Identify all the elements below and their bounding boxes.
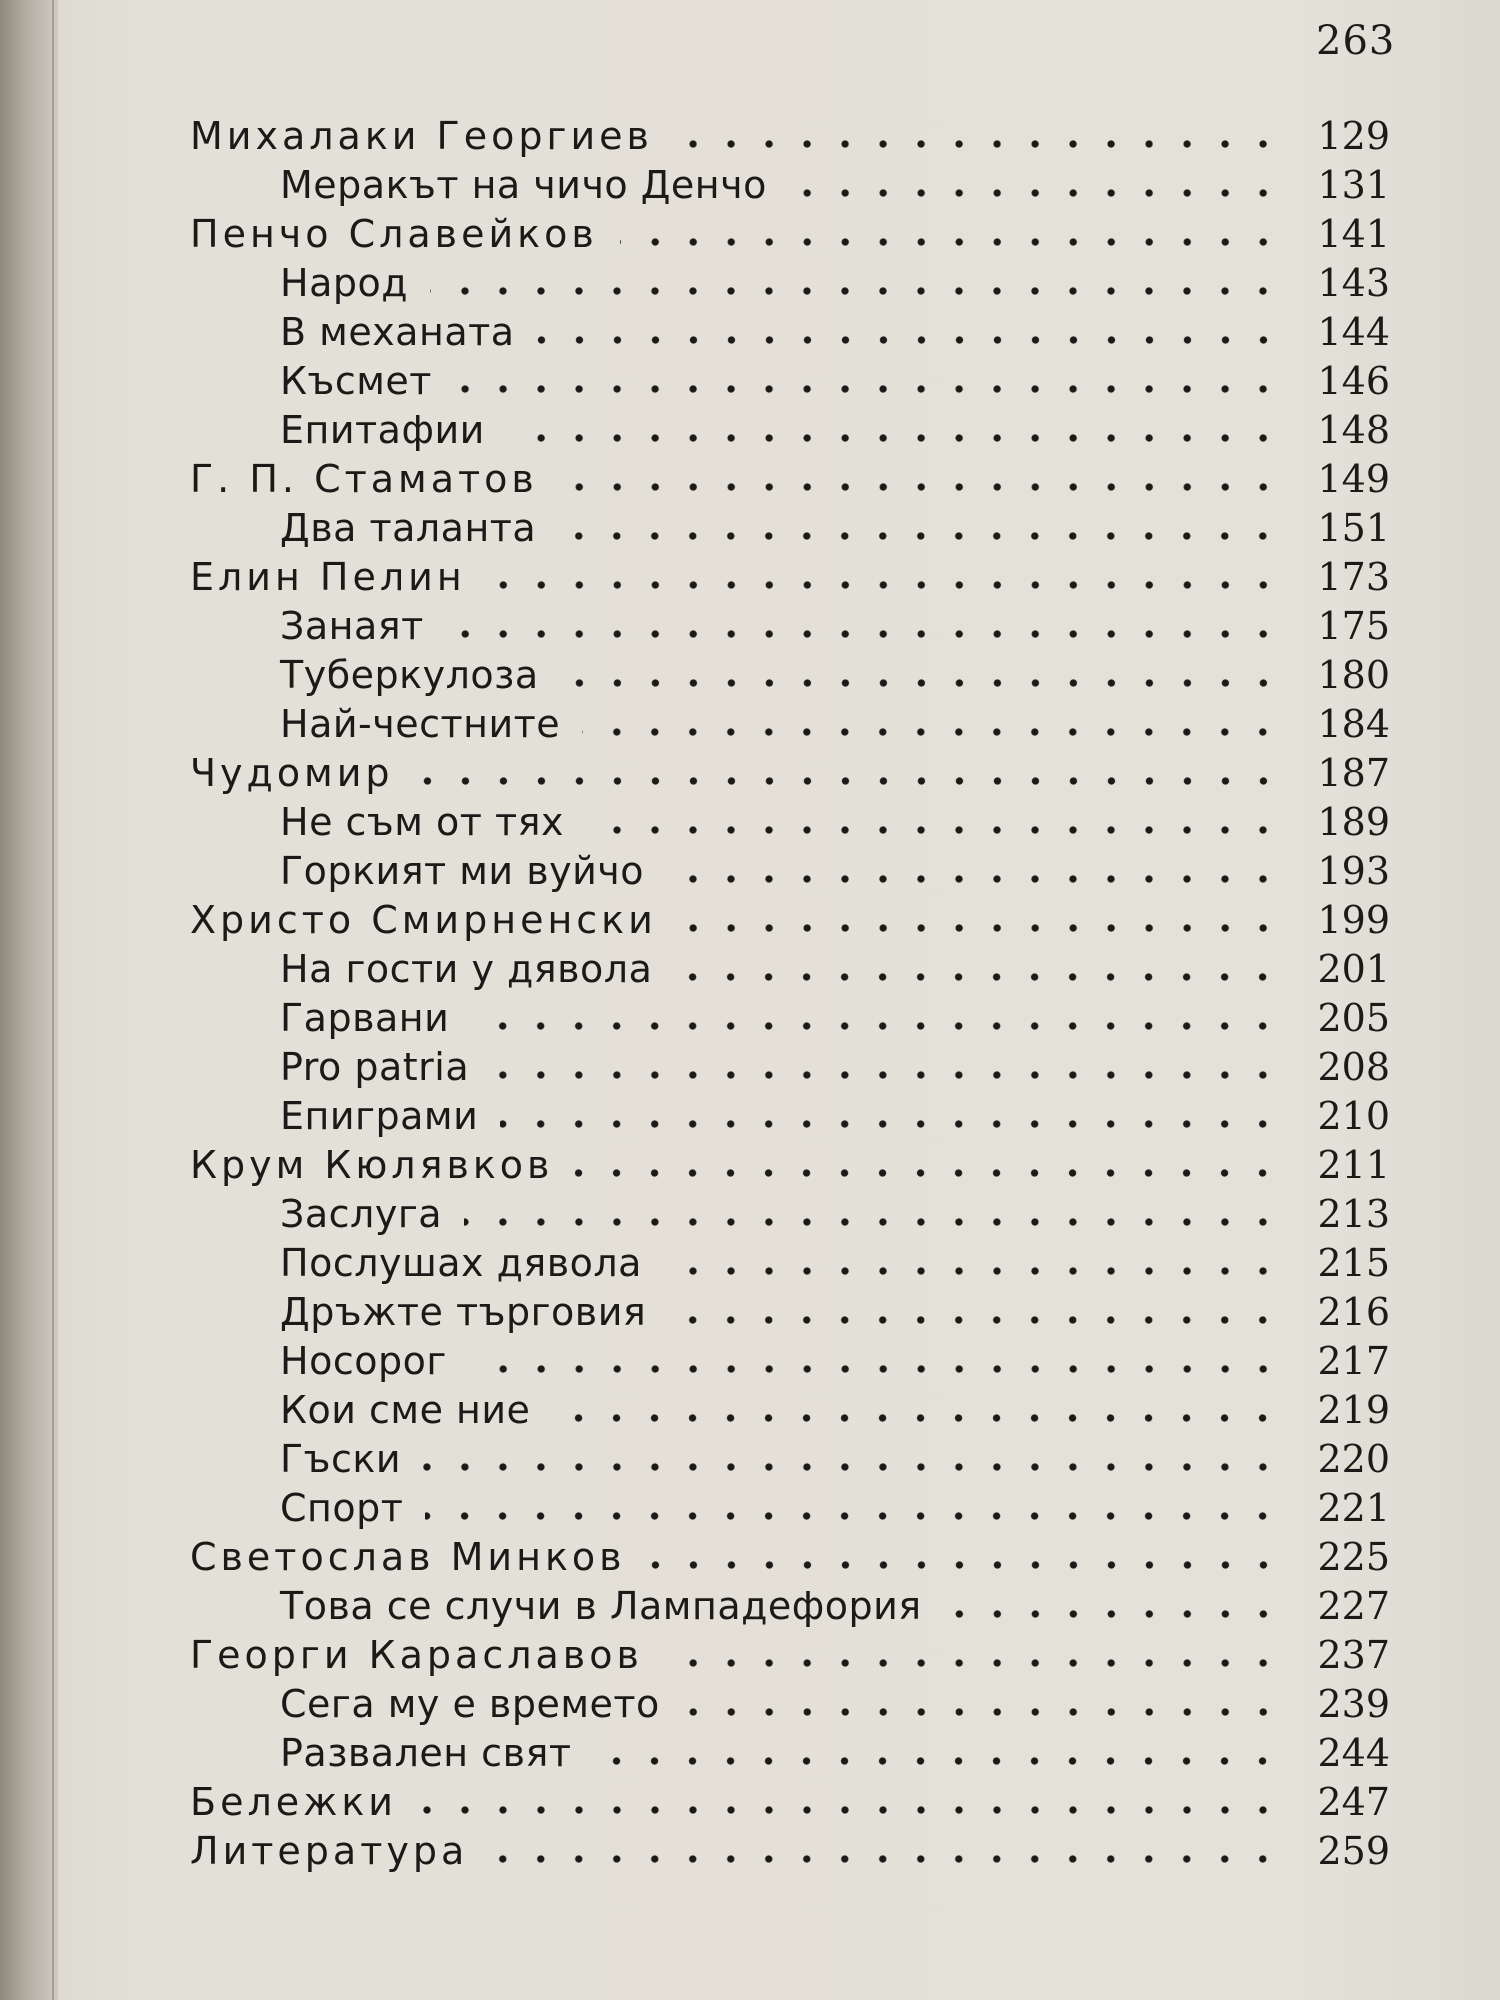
- toc-entry-page: 221: [1317, 1486, 1390, 1530]
- toc-entry-title: Развален свят: [280, 1731, 572, 1775]
- dot-leader: [593, 1755, 1282, 1767]
- dot-leader: [491, 1069, 1282, 1081]
- toc-entry-page: 216: [1317, 1290, 1390, 1334]
- toc-entry-title: Михалаки Георгиев: [190, 114, 653, 158]
- toc-entry-title: Сега му е времето: [280, 1682, 660, 1726]
- toc-entry-page: 217: [1317, 1339, 1390, 1383]
- dot-leader: [471, 1020, 1282, 1032]
- toc-entry-title: Бележки: [190, 1780, 397, 1824]
- toc-entry-page: 259: [1317, 1829, 1390, 1873]
- toc-entry-page: 227: [1317, 1584, 1390, 1628]
- dot-leader: [561, 677, 1282, 689]
- toc-entry-page: 211: [1317, 1143, 1390, 1187]
- toc-entry-page: 180: [1317, 653, 1390, 697]
- toc-work-entry: [190, 700, 1390, 749]
- toc-entry-title: Пенчо Славейков: [190, 212, 598, 256]
- toc-entry-title: Занаят: [280, 604, 424, 648]
- toc-entry-title: Не съм от тях: [280, 800, 564, 844]
- dot-leader: [423, 1461, 1282, 1473]
- toc-entry-title: Два таланта: [280, 506, 537, 550]
- toc-entry-title: Това се случи в Лампадефория: [280, 1584, 922, 1628]
- toc-entry-page: 210: [1317, 1094, 1390, 1138]
- toc-entry-page: 205: [1317, 996, 1390, 1040]
- toc-author-entry: [190, 210, 1390, 259]
- dot-leader: [469, 1363, 1282, 1375]
- toc-entry-title: Гарвани: [280, 996, 450, 1040]
- binding-edge: [0, 0, 58, 2000]
- toc-entry-page: 148: [1317, 408, 1390, 452]
- dot-leader: [582, 726, 1282, 738]
- toc-entry-page: 143: [1317, 261, 1390, 305]
- toc-entry-page: 219: [1317, 1388, 1390, 1432]
- toc-entry-title: Дръжте търговия: [280, 1290, 647, 1334]
- toc-entry-title: Спорт: [280, 1486, 404, 1530]
- toc-entry-title: Христо Смирненски: [190, 898, 657, 942]
- toc-entry-page: 144: [1317, 310, 1390, 354]
- toc-entry-page: 193: [1317, 849, 1390, 893]
- toc-work-entry: [190, 504, 1390, 553]
- toc-entry-title: Късмет: [280, 359, 432, 403]
- dot-leader: [674, 971, 1282, 983]
- dot-leader: [454, 383, 1282, 395]
- toc-author-entry: [190, 455, 1390, 504]
- toc-entry-page: 201: [1317, 947, 1390, 991]
- toc-entry-page: 208: [1317, 1045, 1390, 1089]
- toc-entry-title: Епитафии: [280, 408, 485, 452]
- toc-work-entry: [190, 798, 1390, 847]
- toc-entry-title: Светослав Минков: [190, 1535, 626, 1579]
- toc-author-entry: [190, 1631, 1390, 1680]
- dot-leader: [575, 1167, 1282, 1179]
- toc-entry-title: Г. П. Стаматов: [190, 457, 538, 501]
- toc-work-entry: [190, 357, 1390, 406]
- dot-leader: [500, 1118, 1282, 1130]
- toc-entry-page: 149: [1317, 457, 1390, 501]
- dot-leader: [648, 1559, 1282, 1571]
- toc-work-entry: [190, 945, 1390, 994]
- toc-author-entry: [190, 1533, 1390, 1582]
- toc-author-entry: [190, 1778, 1390, 1827]
- toc-entry-title: Послушах дявола: [280, 1241, 642, 1285]
- dot-leader: [446, 628, 1282, 640]
- toc-entry-title: Епиграми: [280, 1094, 479, 1138]
- toc-entry-title: Крум Кюлявков: [190, 1143, 554, 1187]
- toc-entry-page: 146: [1317, 359, 1390, 403]
- toc-entry-title: Pro patria: [280, 1045, 470, 1089]
- toc-entry-title: В механата: [280, 310, 515, 354]
- toc-entry-page: 129: [1317, 114, 1390, 158]
- toc-work-entry: [190, 1729, 1390, 1778]
- toc-entry-title: Елин Пелин: [190, 555, 466, 599]
- toc-entry-title: Гъски: [280, 1437, 402, 1481]
- toc-work-entry: [190, 1190, 1390, 1239]
- toc-entry-page: 199: [1317, 898, 1390, 942]
- toc-work-entry: [190, 1288, 1390, 1337]
- dot-leader: [430, 285, 1282, 297]
- toc-entry-page: 215: [1317, 1241, 1390, 1285]
- dot-leader: [425, 1510, 1282, 1522]
- toc-entry-page: 244: [1317, 1731, 1390, 1775]
- toc-work-entry: [190, 1582, 1390, 1631]
- dot-leader: [789, 187, 1282, 199]
- toc-entry-page: 189: [1317, 800, 1390, 844]
- binding-line: [52, 0, 54, 2000]
- dot-leader: [666, 873, 1282, 885]
- dot-leader: [416, 775, 1282, 787]
- toc-work-entry: [190, 1484, 1390, 1533]
- toc-work-entry: [190, 406, 1390, 455]
- toc-entry-title: Туберкулоза: [280, 653, 539, 697]
- toc-work-entry: [190, 1337, 1390, 1386]
- toc-entry-title: Народ: [280, 261, 409, 305]
- toc-entry-title: Литература: [190, 1829, 469, 1873]
- toc-work-entry: [190, 1092, 1390, 1141]
- toc-work-entry: [190, 602, 1390, 651]
- toc-author-entry: [190, 112, 1390, 161]
- dot-leader: [552, 1412, 1282, 1424]
- dot-leader: [944, 1608, 1282, 1620]
- dot-leader: [682, 1706, 1282, 1718]
- table-of-contents: [190, 112, 1390, 1876]
- toc-entry-title: Кои сме ние: [280, 1388, 531, 1432]
- toc-entry-title: Носорог: [280, 1339, 447, 1383]
- toc-entry-page: 175: [1317, 604, 1390, 648]
- toc-entry-title: Горкият ми вуйчо: [280, 849, 644, 893]
- dot-leader: [679, 922, 1282, 934]
- dot-leader: [537, 334, 1282, 346]
- toc-author-entry: [190, 1827, 1390, 1876]
- dot-leader: [668, 1314, 1282, 1326]
- toc-entry-title: На гости у дявола: [280, 947, 653, 991]
- toc-entry-page: 239: [1317, 1682, 1390, 1726]
- dot-leader: [464, 1216, 1282, 1228]
- toc-work-entry: [190, 994, 1390, 1043]
- toc-entry-page: 141: [1317, 212, 1390, 256]
- dot-leader: [664, 1265, 1282, 1277]
- toc-work-entry: [190, 651, 1390, 700]
- dot-leader: [620, 236, 1282, 248]
- toc-entry-page: 184: [1317, 702, 1390, 746]
- dot-leader: [490, 1853, 1282, 1865]
- toc-entry-page: 213: [1317, 1192, 1390, 1236]
- toc-entry-title: Чудомир: [190, 751, 394, 795]
- toc-entry-page: 220: [1317, 1437, 1390, 1481]
- toc-entry-page: 225: [1317, 1535, 1390, 1579]
- toc-entry-title: Най-честните: [280, 702, 561, 746]
- toc-author-entry: [190, 553, 1390, 602]
- dot-leader: [675, 138, 1282, 150]
- toc-entry-page: 131: [1317, 163, 1390, 207]
- toc-work-entry: [190, 308, 1390, 357]
- dot-leader: [507, 432, 1282, 444]
- toc-entry-page: 173: [1317, 555, 1390, 599]
- toc-work-entry: [190, 1239, 1390, 1288]
- page-number: 263: [1316, 18, 1396, 64]
- dot-leader: [586, 824, 1282, 836]
- dot-leader: [419, 1804, 1282, 1816]
- toc-entry-title: Меракът на чичо Денчо: [280, 163, 767, 207]
- toc-entry-title: Заслуга: [280, 1192, 443, 1236]
- toc-work-entry: [190, 259, 1390, 308]
- toc-work-entry: [190, 1435, 1390, 1484]
- toc-author-entry: [190, 749, 1390, 798]
- dot-leader: [488, 579, 1282, 591]
- toc-work-entry: [190, 1680, 1390, 1729]
- dot-leader: [558, 530, 1282, 542]
- toc-author-entry: [190, 896, 1390, 945]
- toc-entry-page: 247: [1317, 1780, 1390, 1824]
- dot-leader: [665, 1657, 1282, 1669]
- toc-work-entry: [190, 1386, 1390, 1435]
- toc-entry-page: 151: [1317, 506, 1390, 550]
- toc-author-entry: [190, 1141, 1390, 1190]
- dot-leader: [560, 481, 1282, 493]
- toc-work-entry: [190, 1043, 1390, 1092]
- toc-work-entry: [190, 161, 1390, 210]
- toc-entry-page: 237: [1317, 1633, 1390, 1677]
- toc-entry-title: Георги Караславов: [190, 1633, 643, 1677]
- toc-entry-page: 187: [1317, 751, 1390, 795]
- toc-work-entry: [190, 847, 1390, 896]
